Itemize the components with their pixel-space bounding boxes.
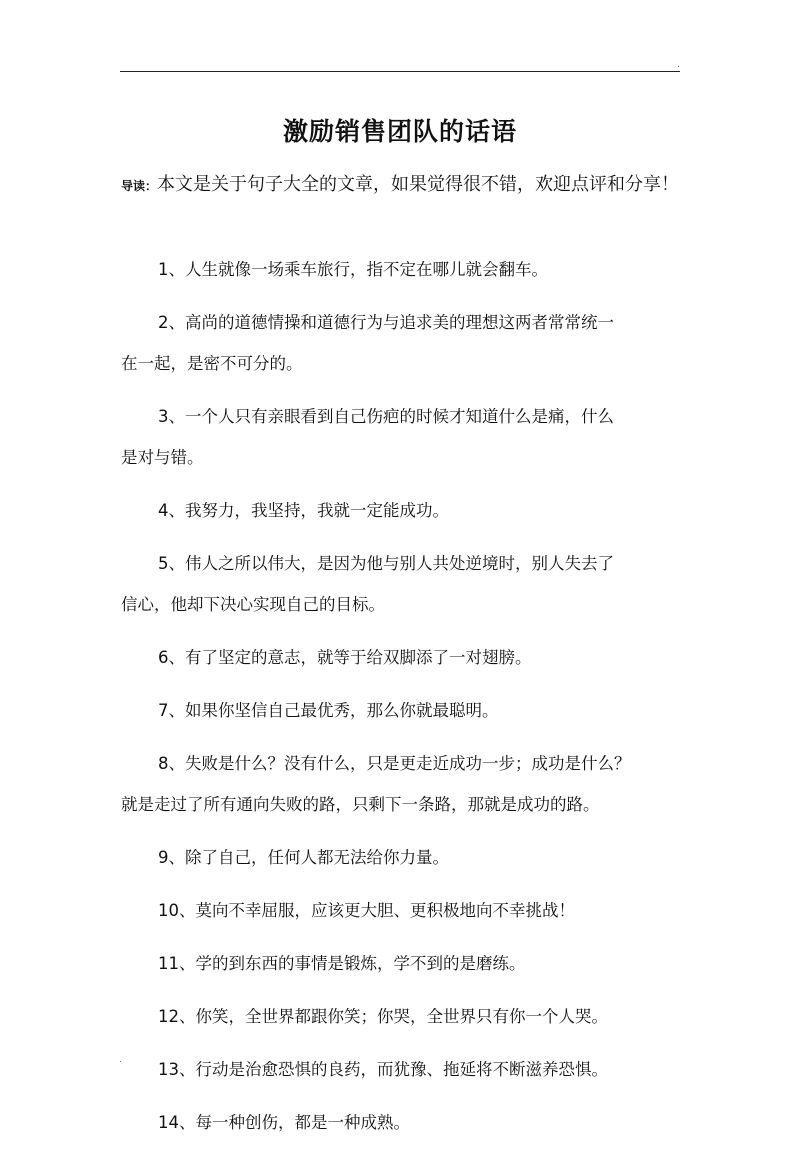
list-item-number: 13、 [158,1060,196,1079]
list-item [121,490,681,531]
list-item [121,943,681,984]
list-item-number: 7、 [158,701,185,720]
list-item-text: 是对与错。 [121,448,204,467]
list-item-text: 除了自己，任何人都无法给你力量。 [185,848,449,867]
list-item-text: 行动是治愈恐惧的良药，而犹豫、拖延将不断滋养恐惧。 [195,1060,608,1079]
list-item-number: 11、 [158,954,196,973]
intro-label: 导读： [121,179,158,193]
list-item [121,690,681,731]
list-item-line [121,249,681,290]
list-item-text: 高尚的道德情操和道德行为与追求美的理想这两者常常统一 [185,313,614,332]
list-item-line [121,343,681,384]
list-item-line [121,490,681,531]
list-item [121,1049,681,1090]
list-item-line [121,1049,681,1090]
list-item-line [121,437,681,478]
list-item-text: 学的到东西的事情是锻炼，学不到的是磨练。 [195,954,526,973]
intro-text: 本文是关于句子大全的文章，如果觉得很不错，欢迎点评和分享！ [157,174,680,195]
list-item-line [121,690,681,731]
corner-mark-top-right: . [677,60,680,70]
list-item-line [121,543,681,584]
list-item [121,543,681,625]
list-item-line [121,943,681,984]
list-item-number: 5、 [158,554,185,573]
list-item [121,396,681,478]
list-item-text: 就是走过了所有通向失败的路，只剩下一条路，那就是成功的路。 [121,795,600,814]
corner-mark-bottom-left: . [119,1055,122,1065]
list-item-line [121,743,681,784]
list-item [121,1102,681,1143]
intro-paragraph [121,169,681,202]
list-item-text: 我努力，我坚持，我就一定能成功。 [185,501,449,520]
list-item-text: 你笑，全世界都跟你笑；你哭，全世界只有你一个人哭。 [195,1007,608,1026]
list-item-text: 每一种创伤，都是一种成熟。 [195,1113,410,1132]
list-item-number: 12、 [158,1007,196,1026]
list-item-line [121,784,681,825]
list-item-text: 如果你坚信自己最优秀，那么你就最聪明。 [185,701,499,720]
list-item [121,249,681,290]
list-item-line [121,890,681,931]
list-item-number: 14、 [158,1113,196,1132]
list-item-line [121,637,681,678]
list-item [121,743,681,825]
header-rule [120,71,680,72]
list-item-text: 伟人之所以伟大，是因为他与别人共处逆境时，别人失去了 [185,554,614,573]
list-item-number: 3、 [158,407,185,426]
list-item [121,996,681,1037]
list-item-line [121,584,681,625]
list-item-text: 信心，他却下决心实现自己的目标。 [121,595,385,614]
list-item-line [121,996,681,1037]
list-item-number: 9、 [158,848,185,867]
list-item-number: 1、 [158,260,185,279]
list-item-text: 在一起，是密不可分的。 [121,354,303,373]
list-item [121,637,681,678]
list-item-number: 8、 [158,754,185,773]
list-item-text: 失败是什么？没有什么，只是更走近成功一步；成功是什么？ [185,754,631,773]
list-item-line [121,837,681,878]
list-item-line [121,1102,681,1143]
list-item-number: 6、 [158,648,185,667]
list-item-text: 有了坚定的意志，就等于给双脚添了一对翅膀。 [185,648,532,667]
list-item-number: 4、 [158,501,185,520]
list-item-number: 10、 [158,901,196,920]
document-title: 激励销售团队的话语 [282,117,517,146]
list-item [121,302,681,384]
list-item-text: 人生就像一场乘车旅行，指不定在哪儿就会翻车。 [185,260,548,279]
list-item [121,837,681,878]
list-item-text: 一个人只有亲眼看到自己伤疤的时候才知道什么是痛，什么 [185,407,614,426]
list-item-line [121,302,681,343]
quote-list [121,249,681,1155]
list-item-text: 莫向不幸屈服，应该更大胆、更积极地向不幸挑战！ [195,901,575,920]
list-item [121,890,681,931]
list-item-number: 2、 [158,313,185,332]
list-item-line [121,396,681,437]
